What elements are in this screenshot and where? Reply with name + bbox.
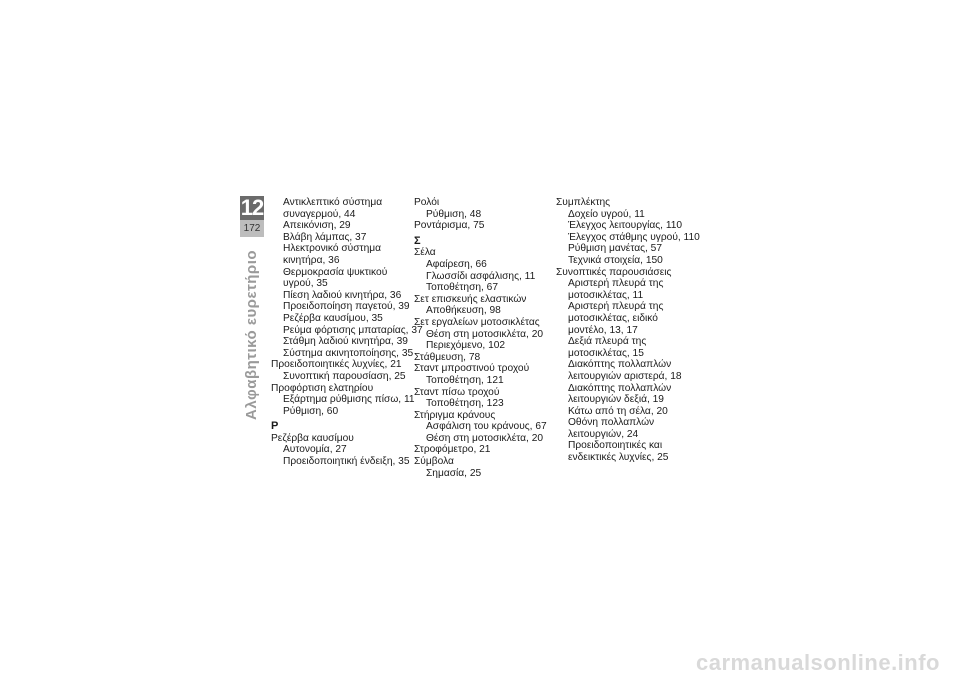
index-letter-heading: Σ	[414, 234, 421, 247]
index-subentry: Διακόπτης πολλαπλών	[568, 382, 672, 394]
index-entry: Σετ εργαλείων μοτοσικλέτας	[414, 316, 540, 328]
index-subentry: Δοχείο υγρού, 11	[568, 208, 645, 220]
index-subentry: Πίεση λαδιού κινητήρα, 36	[283, 289, 402, 301]
index-subentry: Περιεχόμενο, 102	[426, 340, 506, 352]
index-subentry: Στάθμη λαδιού κινητήρα, 39	[283, 336, 408, 348]
index-subentry: Κάτω από τη σέλα, 20	[568, 405, 668, 417]
index-column-1	[271, 197, 423, 468]
index-subentry: Προειδοποιητικές και	[568, 440, 663, 452]
index-subentry: Τοποθέτηση, 123	[426, 398, 504, 410]
side-title-container	[240, 250, 264, 420]
index-entry: Στήριγμα κράνους	[414, 409, 496, 421]
index-subentry: Αντικλεπτικό σύστημα	[283, 197, 383, 208]
index-subentry: Τοποθέτηση, 121	[426, 374, 504, 386]
index-subentry: Ηλεκτρονικό σύστημα	[283, 243, 381, 255]
index-subentry: Έλεγχος στάθμης υγρού, 110	[568, 231, 700, 243]
index-subentry: Γλωσσίδι ασφάλισης, 11	[426, 270, 536, 282]
index-subentry: Ρεζέρβα καυσίμου, 35	[283, 312, 383, 324]
chapter-number: 12	[240, 195, 264, 220]
index-subentry: Οθόνη πολλαπλών	[568, 417, 655, 429]
index-subentry: Ρεύμα φόρτισης μπαταρίας, 37	[283, 324, 423, 336]
index-subentry: Ρύθμιση, 48	[426, 208, 482, 220]
index-entry: Ροντάρισμα, 75	[414, 220, 485, 232]
index-letter-heading: Ρ	[271, 420, 279, 433]
index-subentry: λειτουργιών, 24	[568, 428, 639, 440]
index-subentry: Αποθήκευση, 98	[426, 305, 501, 317]
index-entry: Συμπλέκτης	[556, 197, 611, 208]
index-subentry: Θέση στη μοτοσικλέτα, 20	[426, 328, 544, 340]
index-subentry: Απεικόνιση, 29	[283, 220, 351, 232]
chapter-tab	[240, 196, 264, 237]
index-subentry: Ασφάλιση του κράνους, 67	[426, 421, 547, 433]
index-entry: Στροφόμετρο, 21	[414, 444, 491, 456]
index-subentry: Βλάβη λάμπας, 37	[283, 231, 367, 243]
index-subentry: Ρύθμιση μανέτας, 57	[568, 243, 663, 255]
watermark: carmanualsonline.info	[696, 650, 940, 675]
index-subentry: Έλεγχος λειτουργίας, 110	[568, 220, 683, 232]
index-subentry: Ρύθμιση, 60	[283, 405, 339, 417]
index-subentry: μοντέλο, 13, 17	[568, 324, 638, 336]
index-entry: Στάθμευση, 78	[414, 351, 481, 363]
index-subentry: συναγερμού, 44	[283, 208, 356, 220]
index-entry: Προφόρτιση ελατηρίου	[271, 382, 374, 394]
index-subentry: υγρού, 35	[283, 278, 328, 290]
index-entry: Σταντ μπροστινού τροχού	[414, 363, 530, 375]
index-subentry: λειτουργιών αριστερά, 18	[568, 370, 682, 382]
index-subentry: Τεχνικά στοιχεία, 150	[568, 254, 663, 266]
index-entry: Σταντ πίσω τροχού	[414, 386, 500, 398]
index-subentry: Προειδοποίηση παγετού, 39	[283, 301, 410, 313]
index-entry: Σύμβολα	[414, 456, 454, 468]
index-subentry: Σημασία, 25	[426, 467, 482, 479]
index-subentry: Προειδοποιητική ένδειξη, 35	[283, 456, 410, 468]
index-subentry: μοτοσικλέτας, 11	[568, 289, 644, 301]
index-entry: Συνοπτικές παρουσιάσεις	[556, 266, 672, 278]
index-entry: Σετ επισκευής ελαστικών	[414, 293, 527, 305]
index-subentry: Εξάρτημα ρύθμισης πίσω, 11	[283, 394, 415, 406]
index-subentry: Δεξιά πλευρά της	[568, 336, 647, 348]
index-entry: Ρεζέρβα καυσίμου	[271, 432, 354, 444]
index-subentry: Συνοπτική παρουσίαση, 25	[283, 370, 406, 382]
page-number: 172	[240, 220, 264, 237]
index-entry: Ρολόι	[414, 197, 440, 208]
index-entry: Σέλα	[414, 247, 436, 259]
index-subentry: Αυτονομία, 27	[283, 444, 347, 456]
index-column-3	[556, 197, 706, 464]
index-subentry: Τοποθέτηση, 67	[426, 282, 499, 294]
index-subentry: λειτουργιών δεξιά, 19	[568, 394, 664, 406]
index-subentry: μοτοσικλέτας, ειδικό	[568, 312, 658, 324]
index-subentry: ενδεικτικές λυχνίες, 25	[568, 452, 669, 464]
index-subentry: Αριστερή πλευρά της	[568, 278, 664, 290]
chapter-title: Αλφαβητικό ευρετήριο	[243, 249, 260, 420]
index-subentry: μοτοσικλέτας, 15	[568, 347, 644, 359]
index-subentry: Αφαίρεση, 66	[426, 258, 487, 270]
index-subentry: Διακόπτης πολλαπλών	[568, 359, 672, 371]
index-subentry: Θερμοκρασία ψυκτικού	[283, 266, 388, 278]
index-subentry: Θέση στη μοτοσικλέτα, 20	[426, 432, 544, 444]
index-column-2	[414, 197, 554, 479]
index-subentry: Αριστερή πλευρά της	[568, 301, 664, 313]
index-entry: Προειδοποιητικές λυχνίες, 21	[271, 359, 402, 371]
index-subentry: κινητήρα, 36	[283, 254, 340, 266]
index-subentry: Σύστημα ακινητοποίησης, 35	[283, 347, 414, 359]
